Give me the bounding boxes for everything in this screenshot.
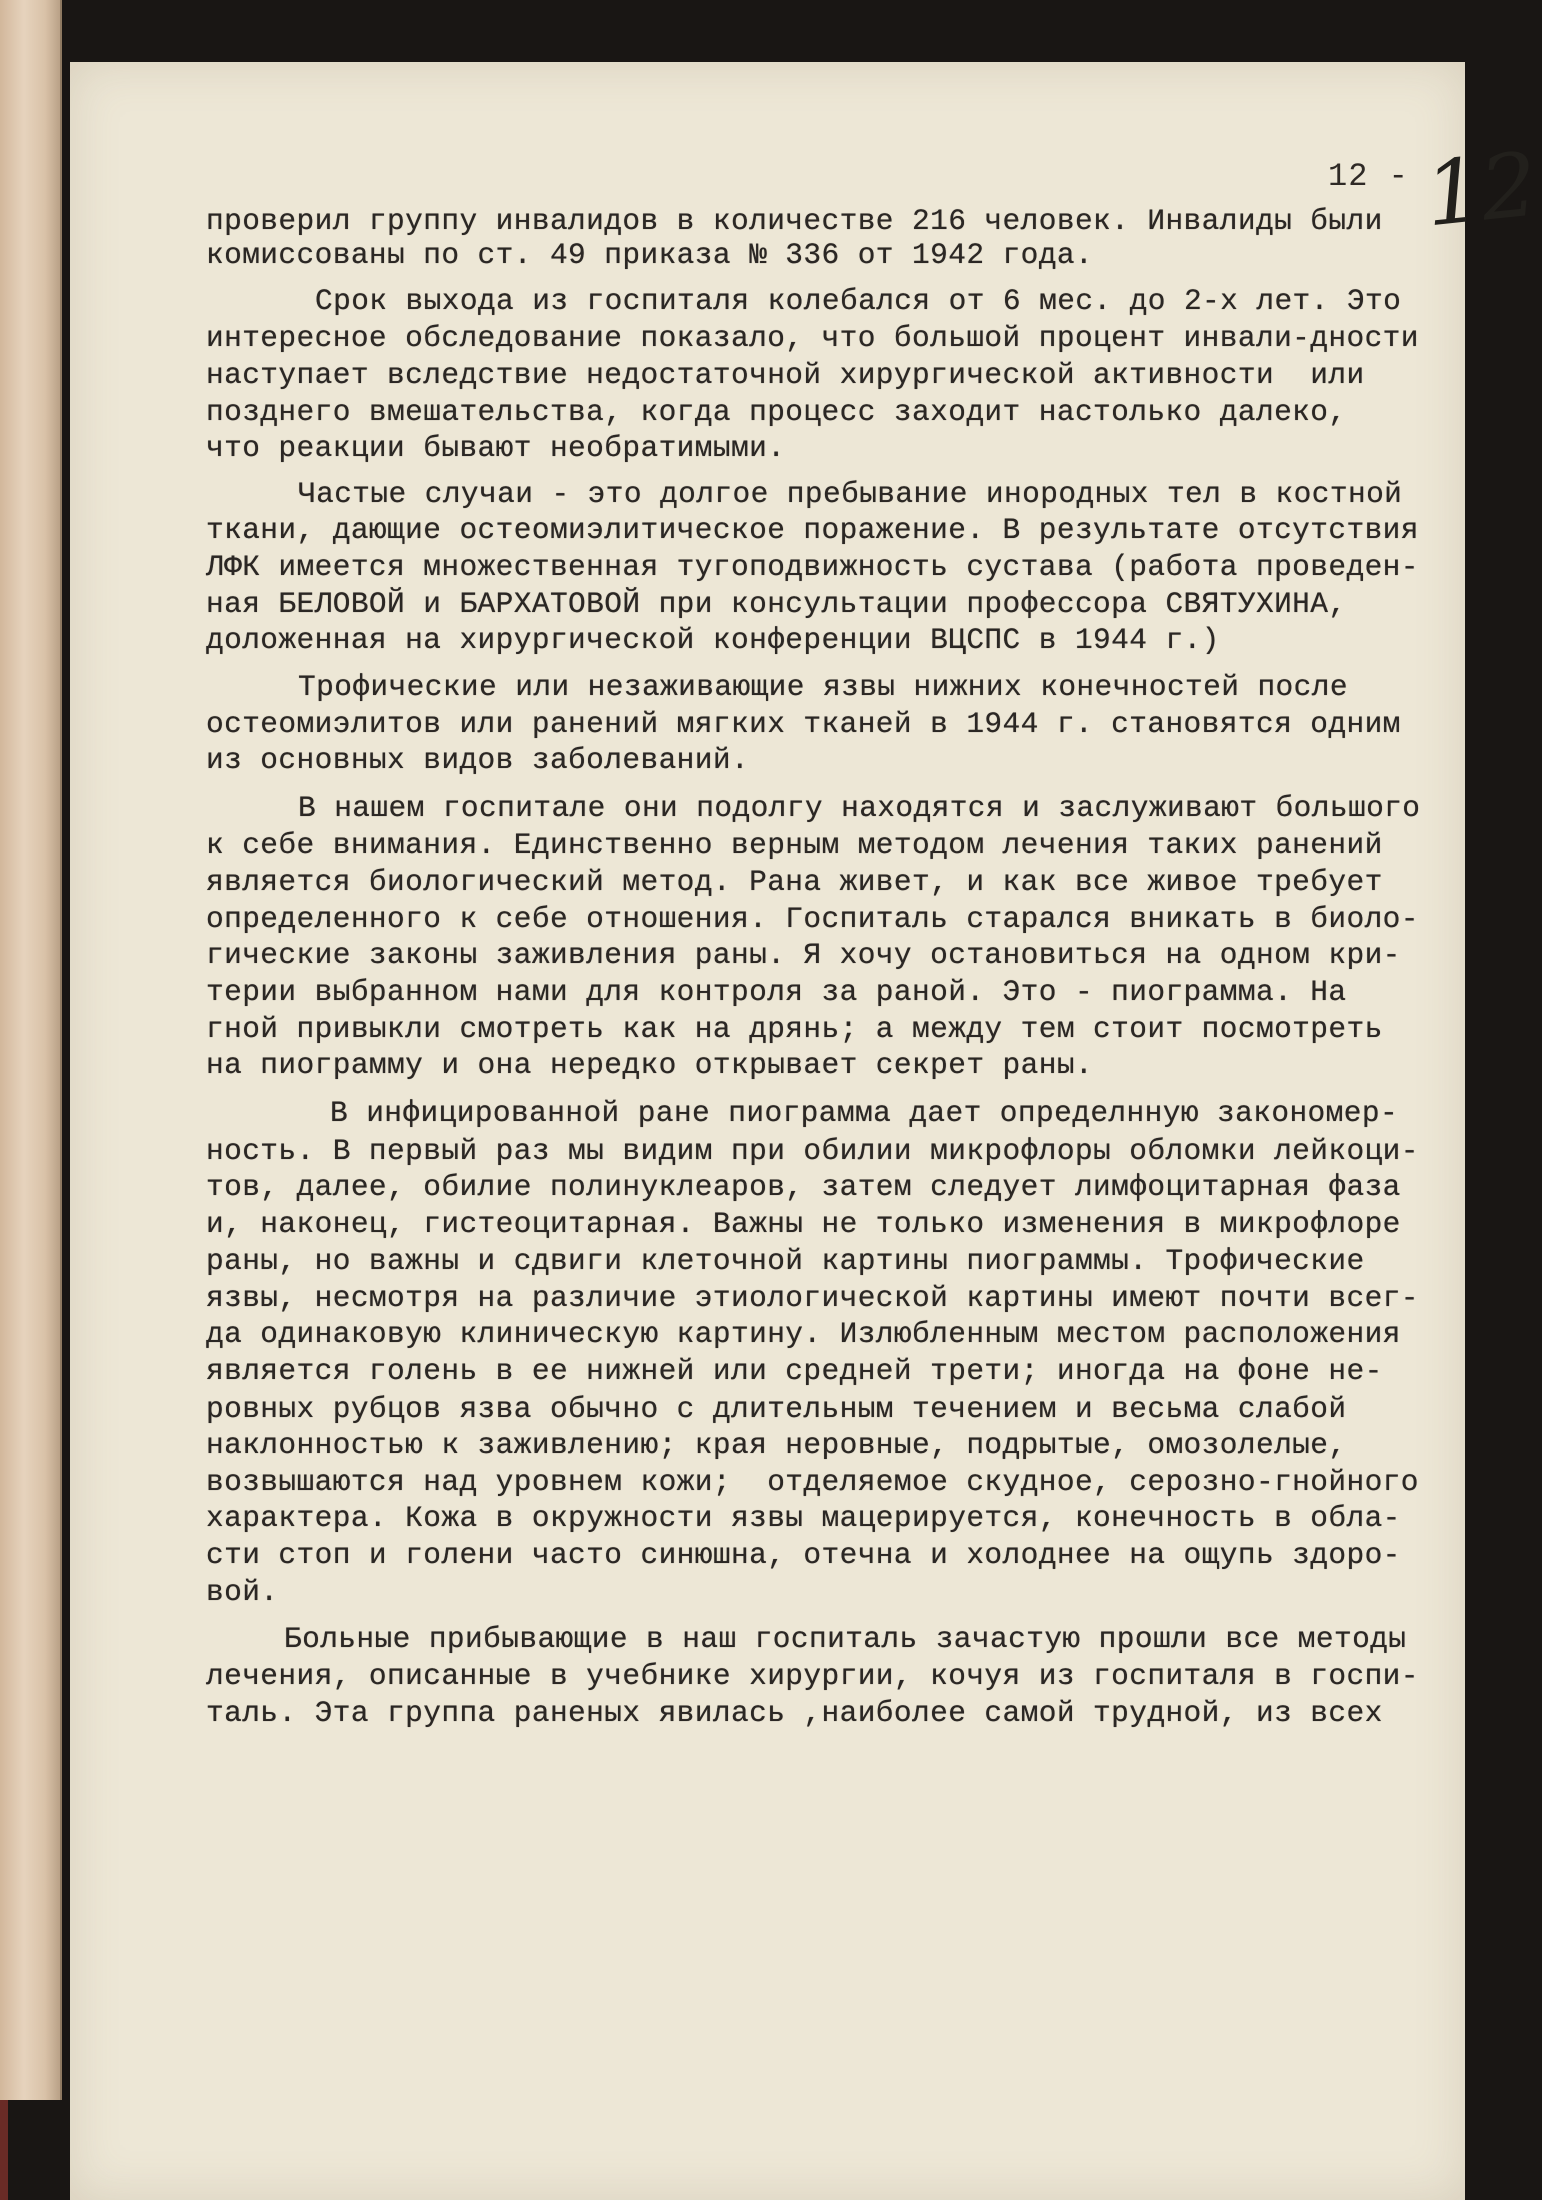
text-line: определенного к себе отношения. Госпиталь старался вникать в биоло-: [206, 902, 1419, 936]
binding-strip: [0, 0, 62, 2100]
text-line: язвы, несмотря на различие этиологической картины имеют почти всег-: [206, 1281, 1419, 1315]
text-line: позднего вмешательства, когда процесс заходит настолько далеко,: [206, 395, 1347, 429]
text-line: ная БЕЛОВОЙ и БАРХАТОВОЙ при консультации профессора СВЯТУХИНА,: [206, 587, 1347, 621]
text-line: доложенная на хирургической конференции ВЦСПС в 1944 г.): [206, 623, 1220, 657]
text-line: да одинаковую клиническую картину. Излюбленным местом расположения: [206, 1317, 1401, 1351]
text-line: ткани, дающие остеомиэлитическое поражение. В результате отсутствия: [206, 513, 1419, 547]
text-line: сти стоп и голени часто синюшна, отечна и холоднее на ощупь здоро-: [206, 1538, 1401, 1572]
page-number: 12 -: [1328, 158, 1409, 195]
text-line: что реакции бывают необратимыми.: [206, 431, 786, 465]
text-line: В нашем госпитале они подолгу находятся и заслуживают большого: [298, 791, 1421, 825]
text-line: раны, но важны и сдвиги клеточной картины пиограммы. Трофические: [206, 1244, 1365, 1278]
text-line: ЛФК имеется множественная тугоподвижность сустава (работа проведен-: [206, 550, 1419, 584]
text-line: ность. В первый раз мы видим при обилии микрофлоры обломки лейкоци-: [206, 1134, 1419, 1168]
text-line: комиссованы по ст. 49 приказа № 336 от 1942 года.: [206, 238, 1094, 272]
text-line: является голень в ее нижней или средней трети; иногда на фоне не-: [206, 1354, 1383, 1388]
text-line: гной привыкли смотреть как на дрянь; а между тем стоит посмотреть: [206, 1012, 1383, 1046]
text-line: возвышаются над уровнем кожи; отделяемое скудное, серозно-гнойного: [206, 1465, 1419, 1499]
text-line: Трофические или незаживающие язвы нижних конечностей после: [298, 670, 1348, 704]
text-line: является биологический метод. Рана живет, и как все живое требует: [206, 865, 1383, 899]
text-line: наклонностью к заживлению; края неровные, подрытые, омозолелые,: [206, 1428, 1347, 1462]
text-line: остеомиэлитов или ранений мягких тканей в 1944 г. становятся одним: [206, 707, 1401, 741]
text-line: В инфицированной ране пиограмма дает определнную закономер-: [330, 1096, 1399, 1130]
text-line: из основных видов заболеваний.: [206, 743, 750, 777]
handwritten-folio-number: 12: [1420, 132, 1542, 247]
text-line: характера. Кожа в окружности язвы мацерируется, конечность в обла-: [206, 1501, 1401, 1535]
document-page: [70, 62, 1542, 2200]
text-line: терии выбранном нами для контроля за раной. Это - пиограмма. На: [206, 975, 1347, 1009]
text-line: Больные прибывающие в наш госпиталь зачастую прошли все методы: [284, 1622, 1407, 1656]
text-line: Срок выхода из госпиталя колебался от 6 мес. до 2-х лет. Это: [315, 284, 1402, 318]
text-line: наступает вследствие недостаточной хирургической активности или: [206, 358, 1365, 392]
text-line: ровных рубцов язва обычно с длительным течением и весьма слабой: [206, 1392, 1347, 1426]
text-line: таль. Эта группа раненых явилась ,наиболее самой трудной, из всех: [206, 1696, 1383, 1730]
text-line: Частые случаи - это долгое пребывание инородных тел в костной: [298, 477, 1403, 511]
text-line: на пиограмму и она нередко открывает секрет раны.: [206, 1048, 1094, 1082]
text-line: гические законы заживления раны. Я хочу остановиться на одном кри-: [206, 938, 1401, 972]
text-line: вой.: [206, 1575, 279, 1609]
text-line: лечения, описанные в учебнике хирургии, кочуя из госпиталя в госпи-: [206, 1659, 1419, 1693]
text-line: и, наконец, гистеоцитарная. Важны не только изменения в микрофлоре: [206, 1207, 1401, 1241]
text-line: к себе внимания. Единственно верным методом лечения таких ранений: [206, 828, 1383, 862]
text-line: тов, далее, обилие полинуклеаров, затем следует лимфоцитарная фаза: [206, 1170, 1401, 1204]
text-line: интересное обследование показало, что большой процент инвали-дности: [206, 321, 1419, 355]
text-line: проверил группу инвалидов в количестве 216 человек. Инвалиды были: [206, 204, 1383, 238]
